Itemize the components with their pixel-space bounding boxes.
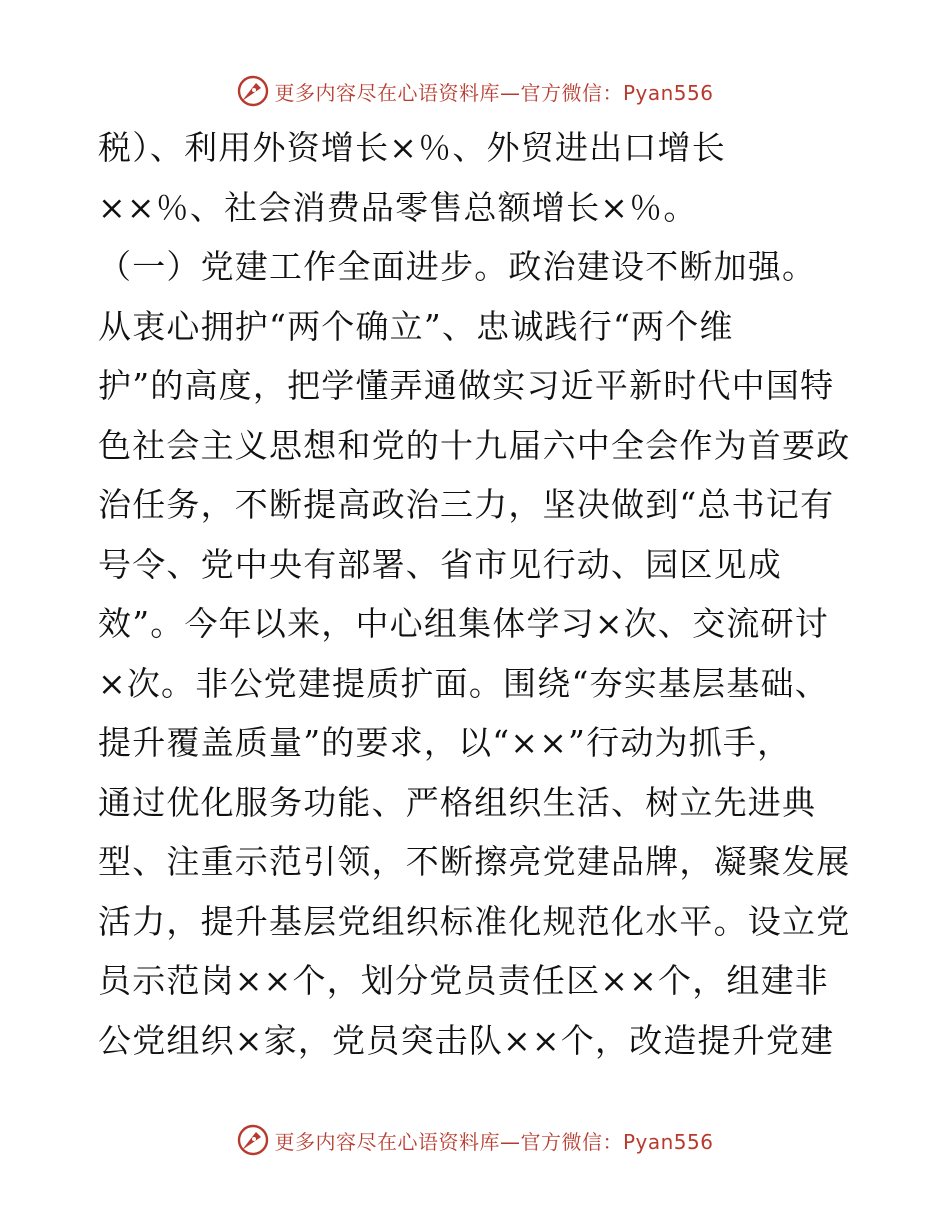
body-line: 税）、利用外资增长×％、外贸进出口增长 <box>98 128 726 167</box>
body-line: 效”。今年以来，中心组集体学习×次、交流研讨 <box>98 604 829 643</box>
pen-nib-logo-icon <box>236 74 270 108</box>
body-line: ×次。非公党建提质扩面。围绕“夯实基层基础、 <box>98 663 829 703</box>
body-line: 护”的高度，把学懂弄通做实习近平新时代中国特 <box>98 366 835 405</box>
header-watermark-banner <box>0 71 950 111</box>
body-line: 员示范岗××个，划分党员责任区××个，组建非 <box>98 961 830 1000</box>
body-line: 色社会主义思想和党的十九届六中全会作为首要政 <box>98 425 851 465</box>
body-line: 号令、党中央有部署、省市见行动、园区见成 <box>98 544 782 584</box>
body-line: 通过优化服务功能、严格组织生活、树立先进典 <box>98 782 817 822</box>
header-banner-text: 更多内容尽在心语资料库—官方微信：Pyan556 <box>274 80 714 105</box>
body-line: 治任务，不断提高政治三力，坚决做到“总书记有 <box>98 485 835 524</box>
document-body <box>98 118 858 1070</box>
body-line: 从衷心拥护“两个确立”、忠诚践行“两个维 <box>98 306 734 346</box>
body-line: 提升覆盖质量”的要求，以“××”行动为抓手， <box>98 723 792 762</box>
body-line: 活力，提升基层党组织标准化规范化水平。设立党 <box>98 901 851 941</box>
footer-watermark-banner <box>0 1120 950 1160</box>
body-line: （一）党建工作全面进步。政治建设不断加强。 <box>98 247 817 286</box>
body-line: 型、注重示范引领，不断擦亮党建品牌，凝聚发展 <box>98 842 851 881</box>
pen-nib-logo-icon <box>236 1123 270 1157</box>
body-line: ××％、社会消费品零售总额增长×％。 <box>98 187 698 227</box>
body-line: 公党组织×家，党员突击队××个，改造提升党建 <box>98 1020 835 1060</box>
footer-banner-text: 更多内容尽在心语资料库—官方微信：Pyan556 <box>274 1129 714 1154</box>
